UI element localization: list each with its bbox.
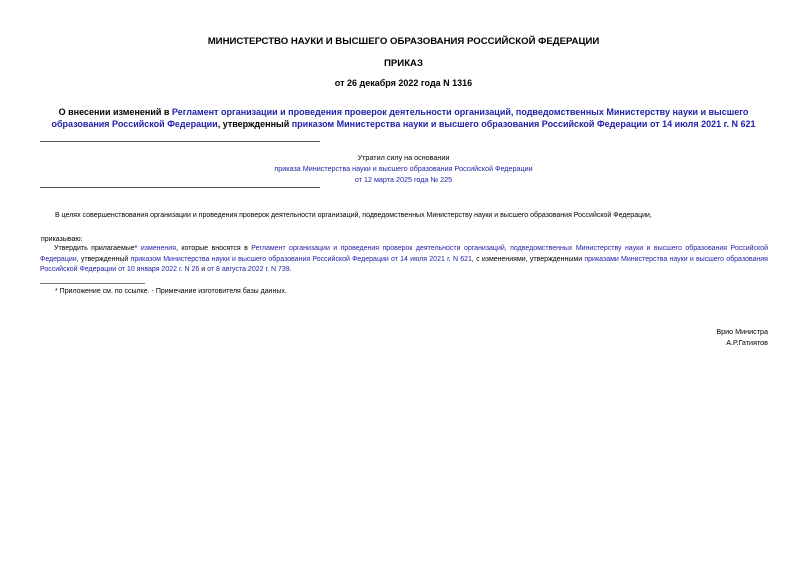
- signature-position: Врио Министра: [716, 327, 768, 336]
- status-note-date-link[interactable]: от 12 марта 2025 года № 225: [354, 175, 453, 184]
- p3-text-d: , с изменениями, утвержденными: [471, 255, 585, 263]
- doc-type-heading: ПРИКАЗ: [384, 58, 423, 69]
- title-prefix: О внесении изменений в: [58, 107, 172, 117]
- p3-link-order-26[interactable]: приказами Министерства науки и высшего образования Российской Федерации от 10 января 2022 г. N 26: [40, 255, 768, 273]
- divider-bottom: [40, 187, 320, 188]
- status-note-line1: Утратил силу на основании: [357, 153, 450, 162]
- p3-text-a: Утвердить прилагаемые*: [54, 245, 141, 252]
- order-word: приказываю:: [41, 236, 83, 243]
- document-title: [48, 106, 759, 130]
- p3-text-c: , утвержденный: [76, 255, 131, 263]
- p3-link-order-739[interactable]: от 8 августа 2022 г. N 739: [207, 266, 290, 273]
- title-middle: , утвержденный: [217, 119, 292, 129]
- signature-block: [716, 326, 768, 348]
- p3-link-order-621[interactable]: приказом Министерства науки и высшего образования Российской Федерации от 14 июля 2021 г. N 621: [130, 255, 472, 263]
- footnote-divider: [40, 283, 145, 284]
- status-note-link[interactable]: приказа Министерства науки и высшего образования Российской Федерации: [274, 164, 533, 173]
- title-link-regulation[interactable]: Регламент организации и проведения проверок деятельности организаций, подведомственных Министерству науки и высшего образования Российской Федерации: [51, 107, 749, 129]
- p3-link-regulation[interactable]: Регламент организации и проведения проверок деятельности организаций, подведомственных Министерству науки и высшего образования Российской Федерации: [40, 245, 768, 263]
- p3-text-e: и: [199, 266, 208, 273]
- footnote: * Приложение см. по ссылке. - Примечание изготовителя базы данных.: [55, 288, 287, 295]
- date-number-heading: от 26 декабря 2022 года N 1316: [334, 78, 473, 88]
- ministry-heading: МИНИСТЕРСТВО НАУКИ И ВЫСШЕГО ОБРАЗОВАНИЯ РОССИЙСКОЙ ФЕДЕРАЦИИ: [207, 36, 600, 47]
- status-note: [0, 152, 807, 185]
- purpose-paragraph: В целях совершенствования организации и проведения проверок деятельности организаций, подведомственных Министерству науки и высшего образования Российской Федерации,: [55, 212, 652, 219]
- title-link-order-621[interactable]: приказом Министерства науки и высшего образования Российской Федерации от 14 июля 2021 г. N 621: [291, 119, 756, 129]
- divider-top: [40, 141, 320, 142]
- p3-text-f: .: [289, 266, 292, 273]
- p3-link-changes[interactable]: изменения: [140, 245, 176, 252]
- signature-name: А.Р.Гатиятов: [726, 338, 768, 347]
- order-paragraph: [40, 244, 768, 276]
- p3-text-b: , которые вносятся в: [175, 245, 252, 252]
